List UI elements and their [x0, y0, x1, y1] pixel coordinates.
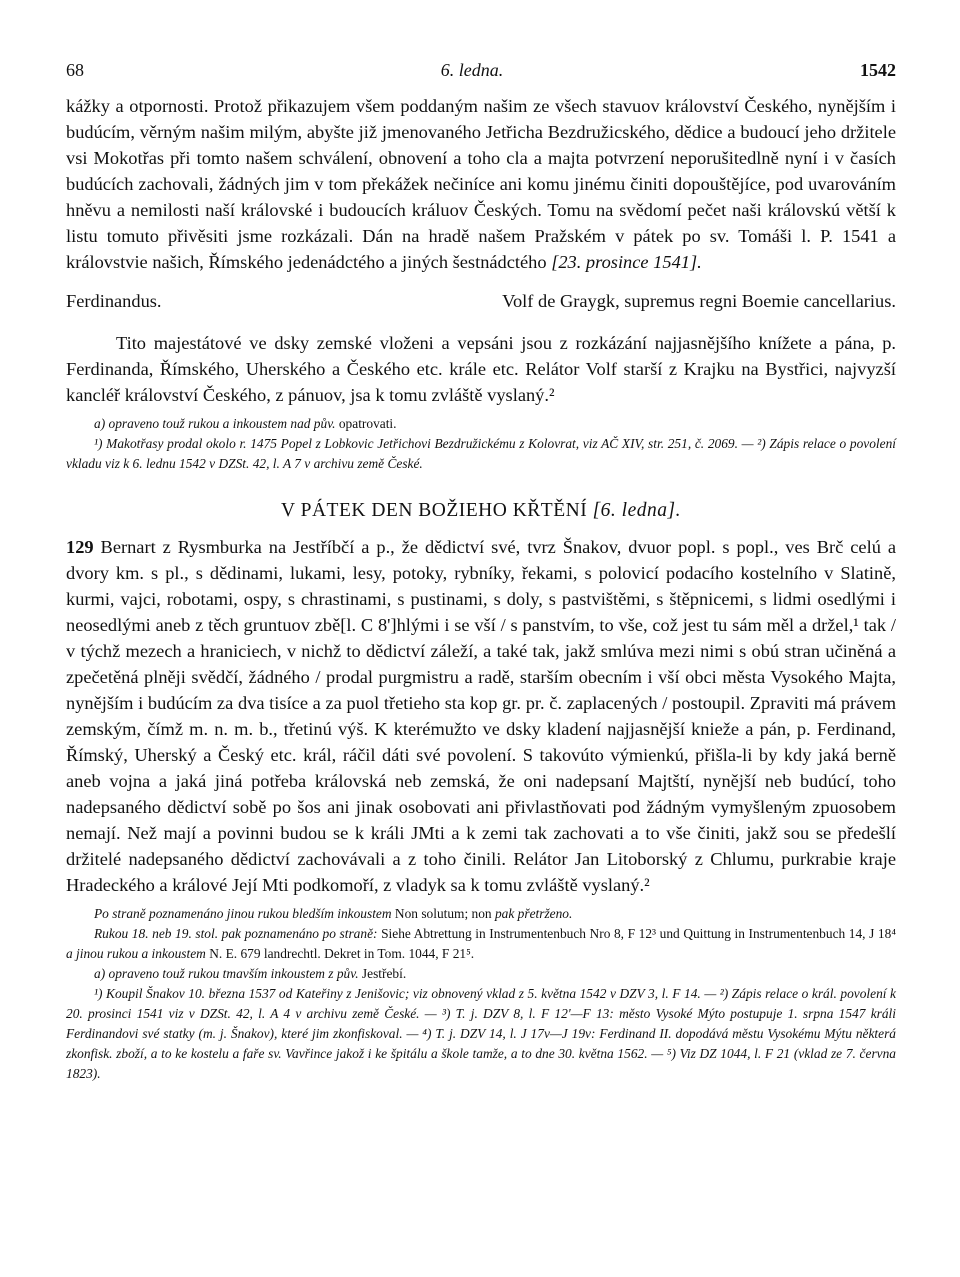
- marginal-note-1: Po straně poznamenáno jinou rukou bledším inkoustem Non solutum; non pak přetrženo.: [94, 906, 573, 921]
- signature-chancellor: Volf de Graygk, supremus regni Boemie cancellarius.: [502, 291, 896, 311]
- entry-text: Bernart z Rysmburka na Jestříbčí a p., že dědictví své, tvrz Šnakov, dvuor popl. s popl., ves Brč celú a dvory km. s pl., s dědinami, lukami, lesy, potoky, rybníky, řekami, s polovicí podacího kostelního v Slatině, kurmi, vajci, robotami, ospy, s chrastinami, s pustinami, s doly, s pastvištěmi, s štěpnicemi, s lidmi osedlými i neosedlými aneb z těch gruntuov zbě[l. C 8']hlými i se vší / s panstvím, to vše, což jest tu sám měl a držel,¹ tak / v týchž mezech a hraniciech, v nichž to dědictví záleží, a také tak, jakž smlúva mezi nimi s obú stran učiněná a zpečetěná plněji svědčí, žádného / prodal purgmistru a radě, starším obecním i vší obci města Vysokého Majta, nynějším i budúcím za dva tisíce a za puol třetieho sta kop gr. pr. č. zaplacených / postoupil. Zpraviti má právem zemským, čímž m. n. m. b., třetinú výš. K kterémužto ve dsky kladení najjasnější knieže a pán, p. Ferdinand, Římský, Uherský a Český etc. král, ráčil dáti své povolení. S takovúto výmienkú, přišla-li by kdy jaká berně aneb vojna a jaká jiná potřeba královská neb zemská, že oni nadepsaní Majtští, nynější neb budúcí, toho nadepsaného dědictví sobě po šos ani jinak osobovati ani přivlastňovati pod žádným vymyšleným zpuosobem nemají. Než mají a povinni budou se k králi JMti a k zemi tak zachovati a to vše činiti, jakž sou se předešlí držitelé nadepsaného dědictví zachovávali a z toho činili. Relátor Jan Litoborský z Chlumu, purkrabie kraje Hradeckého a králové Její Mti podkomoří, z vladyk sa k tomu zvláště vyslaný.²: [66, 537, 896, 895]
- textual-note-a: a) opraveno touž rukou a inkoustem nad pův. opatrovati.: [94, 416, 397, 431]
- footnotes-first: ¹) Makotřasy prodal okolo r. 1475 Popel z Lobkovic Jetřichovi Bezdružickému z Kolovrat, viz AČ XIV, str. 251, č. 2069. — ²) Zápis relace o povolení vkladu viz k 6. lednu 1542 v DZSt. 42, l. A 7 v archivu země České.: [66, 436, 896, 471]
- intro-paragraph: kážky a otpornosti. Protož přikazujem všem poddaným našim ze všech stavuov království Českého, nynějším i budúcím, věrným našim milým, abyšte již jmenovaného Jetřicha Bezdružicského, dědice a budoucí jeho držitele vsi Mokotřas při tomto našem schválení, obnovení a toho cla a majta potvrzení neporušitedlně nyní i v časích budúcích zachovali, žádných jim v tom překážek nečiníce ani komu jinému činiti dopouštějíce, pod uvarováním hněvu a nemilosti naší královské i budoucích králuov Českých. Tomu na svědomí pečet naši královskú větší k listu tomuto přivěsiti jsme rozkázali. Dán na hradě našem Pražském v pátek po sv. Tomáši l. P. 1541 a královstvie našich, Římského jedenádctého a jiných šestnádctého [23. prosince 1541].: [66, 96, 896, 272]
- marginal-note-2: Rukou 18. neb 19. stol. pak poznamenáno po straně: Siehe Abtrettung in Instrumentenbuch Nro 8, F 12³ und Quittung in Instrumentenbuch 14, J 18⁴ a jinou rukou a inkoustem N. E. 679 landrechtl. Dekret in Tom. 1044, F 21⁵.: [66, 926, 896, 961]
- section-heading: V PÁTEK DEN BOŽIEHO KŘTĚNÍ [6. ledna].: [281, 500, 681, 521]
- document-page: [66, 60, 896, 1084]
- textual-note-b: a) opraveno touž rukou tmavším inkoustem z pův. Jestřebí.: [94, 966, 407, 981]
- running-year: 1542: [860, 60, 896, 80]
- intro-date-note: [23. prosince 1541].: [551, 252, 702, 272]
- signature-ferdinandus: Ferdinandus.: [66, 291, 162, 311]
- entry-number: 129: [66, 537, 94, 557]
- entry-129: [66, 534, 896, 898]
- page-header: [66, 60, 896, 81]
- running-date: 6. ledna.: [440, 60, 504, 80]
- record-paragraph: Tito majestátové ve dsky zemské vloženi a vepsáni jsou z rozkázání najjasnějšího knížete a pána, p. Ferdinanda, Římského, Uherského a Českého etc. krále etc. Relátor Volf starší z Krajku na Bystřici, najvyzší kancléř království Českého, z pánuov, jsa k tomu zvláště vyslaný.²: [66, 333, 896, 405]
- footnotes-second: ¹) Koupil Šnakov 10. března 1537 od Kateřiny z Jenišovic; viz obnovený vklad z 5. května 1542 v DZV 3, l. F 14. — ²) Zápis relace o král. povolení k 20. prosinci 1541 viz v DZSt. 42, l. A 4 v archivu země České. — ³) T. j. DZV 8, l. F 12'—F 13: město Vysoké Mýto postupuje 1. srpna 1547 králi Ferdinandovi své statky (m. j. Šnakov), které jim zkonfiskoval. — ⁴) T. j. DZV 14, l. J 17v—J 19v: Ferdinand II. dopodává městu Vysokému Mýtu některá zkonfisk. zboží, a to ke kostelu a faře sv. Vavřince jakož i ke špitálu a škole tamže, a to dne 30. května 1562. — ⁵) Viz DZ 1044, l. F 21 (vklad ze 7. června 1823).: [66, 986, 896, 1081]
- page-number: 68: [66, 60, 84, 80]
- signatures: [66, 291, 896, 312]
